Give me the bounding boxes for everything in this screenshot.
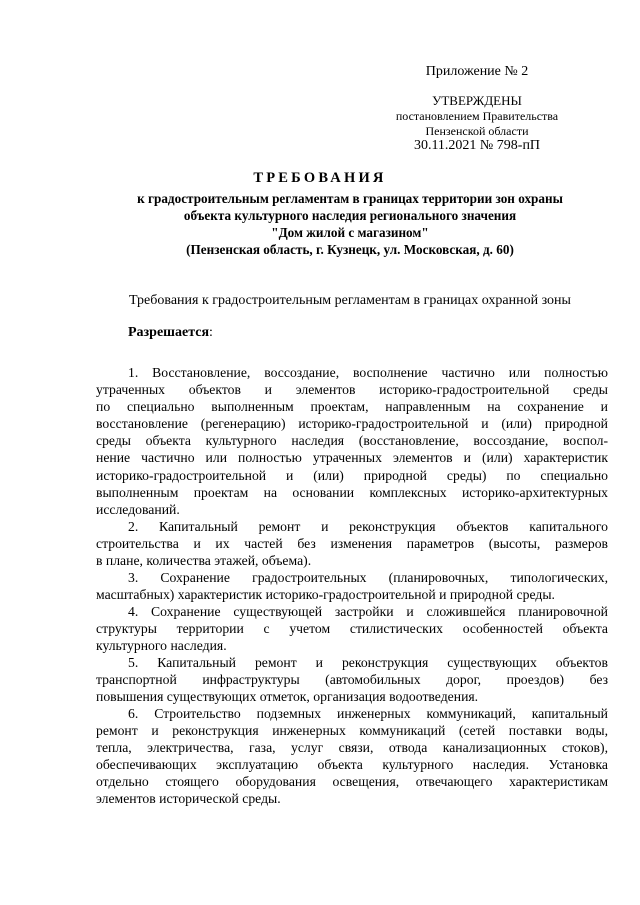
item-line: историко-градостроительной и (или) природной среды) по специально [96, 467, 608, 483]
item-line: обеспечивающих эксплуатацию объекта культурного наследия. Установка [96, 757, 608, 773]
item-line: ремонт и реконструкция инженерных коммуникаций (сетей поставки воды, [96, 723, 608, 739]
item-line: утраченных объектов и элементов историко-градостроительной среды [96, 382, 608, 398]
item-line: в плане, количества этажей, объема). [96, 553, 312, 569]
document-title: ТРЕБОВАНИЯ [253, 170, 387, 186]
approved-label: УТВЕРЖДЕНЫ [432, 93, 522, 108]
item-line: транспортной инфраструктуры (автомобильных дорог, проездов) без [96, 672, 608, 688]
appendix-label: Приложение № 2 [425, 64, 529, 79]
item-6 [96, 705, 608, 808]
subtitle-line-3: "Дом жилой с магазином" [271, 225, 429, 240]
item-line: восстановление (регенерацию) историко-градостроительной и (или) природной [96, 416, 608, 432]
item-line: по специально выполненным проектам, направленным на сохранение и [96, 399, 608, 415]
allowed-label: Разрешается [128, 325, 210, 340]
item-1 [96, 364, 608, 518]
subtitle-line-4: (Пензенская область, г. Кузнецк, ул. Московская, д. 60) [186, 242, 514, 257]
subtitle-line-1: к градостроительным регламентам в границах территории зон охраны [137, 191, 563, 206]
item-line: повышения существующих отметок, организация водоотведения. [96, 689, 479, 705]
item-line: 2. Капитальный ремонт и реконструкция объектов капитального [128, 519, 608, 534]
approved-by-line-1: постановлением Правительства [395, 109, 559, 123]
approved-by-line-2: Пензенской области [425, 124, 529, 138]
item-3 [96, 569, 608, 603]
item-4 [96, 603, 608, 654]
item-line: 5. Капитальный ремонт и реконструкция существующих объектов [128, 655, 608, 670]
item-line: строительства и их частей без изменения параметров (высоты, размеров [96, 536, 608, 552]
item-line: структуры территории с учетом стилистических особенностей объекта [96, 621, 608, 637]
item-line: 6. Строительство подземных инженерных коммуникаций, капитальный [128, 706, 608, 721]
item-2 [96, 518, 608, 569]
section-heading: Требования к градостроительным регламентам в границах охранной зоны [129, 293, 571, 308]
allowed-colon: : [209, 325, 213, 340]
item-line: элементов исторической среды. [96, 791, 281, 807]
item-line: 4. Сохранение существующей застройки и сложившейся планировочной [128, 604, 608, 619]
item-line: нение частично или полностью утраченных элементов и (или) характеристик [96, 450, 608, 466]
item-line: 3. Сохранение градостроительных (планировочных, типологических, [128, 570, 608, 585]
allowed-heading [128, 325, 213, 341]
item-line: тепла, электричества, газа, услуг связи, отвода канализационных стоков), [96, 740, 608, 756]
item-line: 1. Восстановление, воссоздание, восполнение частично или полностью [128, 365, 608, 380]
item-line: отдельно стоящего оборудования освещения, отвечающего характеристикам [96, 774, 608, 790]
subtitle-line-2: объекта культурного наследия регионального значения [183, 208, 517, 223]
item-line: культурного наследия. [96, 638, 227, 654]
item-5 [96, 654, 608, 705]
decree-number: 30.11.2021 № 798-пП [413, 138, 541, 153]
item-line: масштабных) характеристик историко-градостроительной и природной среды. [96, 587, 555, 603]
item-line: среды объекта культурного наследия (восстановление, воссоздание, воспол- [96, 433, 608, 449]
item-line: выполненным проектам на основании комплексных историко-архитектурных [96, 484, 608, 500]
item-line: исследований. [96, 501, 180, 517]
